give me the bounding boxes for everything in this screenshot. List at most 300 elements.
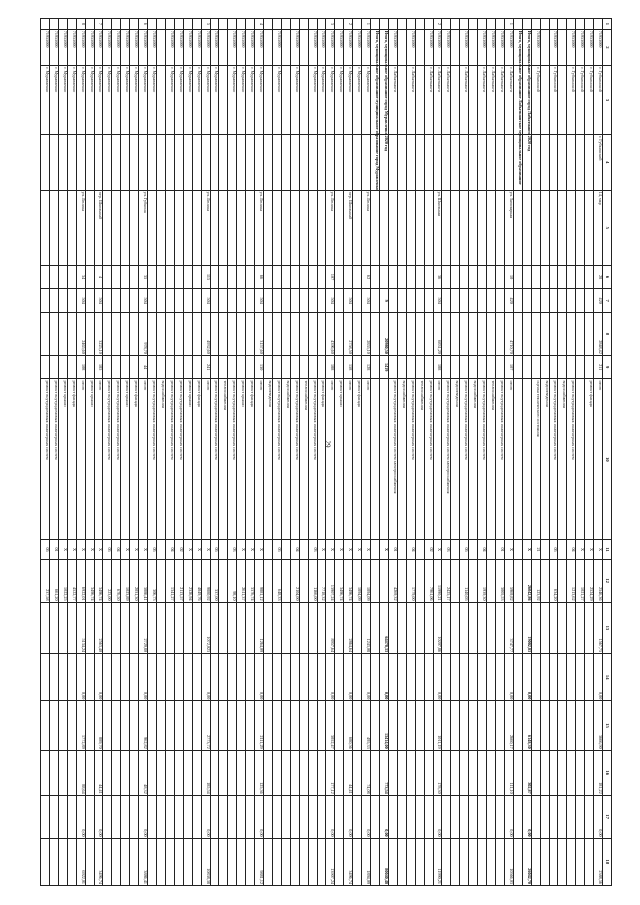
table-cell: Х: [576, 540, 585, 559]
column-number: 6: [603, 265, 612, 289]
table-cell: 1567,75: [594, 602, 603, 654]
table-cell: [121, 190, 130, 265]
table-cell: [58, 355, 67, 379]
table-cell: [281, 190, 290, 265]
table-cell: [148, 265, 157, 289]
table-cell: [317, 602, 326, 654]
table-cell: [148, 355, 157, 379]
table-cell: [121, 19, 130, 30]
table-cell: [174, 134, 183, 190]
table-row: [272, 19, 281, 886]
table-cell: итого: [594, 379, 603, 540]
table-cell: [317, 265, 326, 289]
table-cell: [460, 654, 469, 701]
table-cell: [496, 654, 505, 701]
table-cell: г. Лабытнанги: [496, 66, 505, 135]
table-cell: [353, 838, 362, 885]
table-cell: [210, 838, 219, 885]
table-cell: [567, 602, 576, 654]
table-cell: [255, 134, 264, 190]
table-cell: [299, 312, 308, 355]
table-cell: [41, 795, 50, 838]
table-cell: [415, 838, 424, 885]
table-cell: [442, 654, 451, 701]
table-cell: [290, 289, 299, 313]
table-cell: [540, 795, 549, 838]
table-cell: [67, 265, 76, 289]
table-cell: 71953000: [487, 29, 496, 65]
table-cell: [335, 190, 344, 265]
table-cell: [299, 838, 308, 885]
table-cell: 02: [424, 540, 433, 559]
table-cell: [308, 190, 317, 265]
subtotal-row: [371, 19, 380, 886]
table-cell: [371, 265, 380, 289]
table-cell: [531, 750, 540, 795]
table-cell: [496, 289, 505, 313]
table-cell: [513, 265, 522, 289]
table-cell: [353, 134, 362, 190]
table-cell: [85, 838, 94, 885]
table-cell: 7718,32: [317, 559, 326, 602]
table-row: [576, 19, 585, 886]
table-cell: водоотведения: [264, 379, 273, 540]
table-cell: [130, 602, 139, 654]
table-cell: 6: [139, 19, 148, 30]
table-cell: [424, 654, 433, 701]
table-cell: [76, 134, 85, 190]
table-cell: [335, 795, 344, 838]
table-cell: [576, 795, 585, 838]
table-cell: [585, 289, 594, 313]
table-cell: [487, 355, 496, 379]
table-cell: 26042,70: [522, 838, 531, 885]
table-cell: [415, 355, 424, 379]
table-cell: 8957,64: [326, 602, 335, 654]
table-cell: [469, 355, 478, 379]
table-cell: [478, 654, 487, 701]
table-cell: [388, 795, 397, 838]
table-cell: [165, 701, 174, 750]
table-cell: 03: [228, 540, 237, 559]
table-cell: [424, 701, 433, 750]
table-cell: г. Муравленко: [308, 66, 317, 135]
table-cell: [148, 750, 157, 795]
table-cell: г. Муравленко: [148, 66, 157, 135]
table-cell: Х: [522, 540, 531, 559]
table-cell: [540, 540, 549, 559]
table-row: [85, 19, 94, 886]
table-cell: теплоснабжения: [415, 379, 424, 540]
table-cell: ремонт внутридомовых инженерных систем: [148, 379, 157, 540]
table-cell: [112, 19, 121, 30]
table-cell: 71953000: [460, 29, 469, 65]
table-row: [317, 19, 326, 886]
table-cell: г. Муравленко: [85, 66, 94, 135]
table-row: [183, 19, 192, 886]
table-cell: [165, 602, 174, 654]
table-cell: [415, 750, 424, 795]
table-cell: [41, 265, 50, 289]
table-cell: ремонт фасада: [130, 379, 139, 540]
subtotal-row: [522, 19, 531, 886]
repair-program-table: [40, 18, 612, 886]
table-cell: [406, 134, 415, 190]
table-cell: г. Муравленко: [103, 66, 112, 135]
table-cell: [85, 602, 94, 654]
table-cell: [478, 838, 487, 885]
table-cell: [496, 838, 505, 885]
table-row: [139, 19, 148, 886]
table-cell: [487, 312, 496, 355]
table-cell: [165, 312, 174, 355]
table-cell: [576, 654, 585, 701]
table-cell: 04: [165, 540, 174, 559]
table-cell: 306,73: [148, 559, 157, 602]
table-cell: [290, 19, 299, 30]
column-number-row: [603, 19, 612, 886]
table-cell: [237, 312, 246, 355]
table-cell: г. Лабытнанги: [460, 66, 469, 135]
table-cell: 05: [272, 540, 281, 559]
table-cell: [281, 29, 290, 65]
table-cell: [388, 190, 397, 265]
table-cell: [281, 312, 290, 355]
table-cell: [210, 795, 219, 838]
table-cell: ремонт внутридомовых инженерных систем: [272, 379, 281, 540]
table-cell: [558, 838, 567, 885]
table-cell: 115: [201, 265, 210, 289]
table-cell: 1: [504, 19, 513, 30]
table-cell: [174, 701, 183, 750]
table-cell: [228, 190, 237, 265]
table-cell: 5134,24: [76, 602, 85, 654]
table-cell: [567, 838, 576, 885]
table-cell: 4932,60: [201, 312, 210, 355]
table-cell: [237, 750, 246, 795]
table-cell: [85, 134, 94, 190]
table-cell: [85, 312, 94, 355]
table-row: [281, 19, 290, 886]
table-cell: 04: [567, 540, 576, 559]
table-cell: [290, 355, 299, 379]
table-cell: [237, 265, 246, 289]
table-cell: [237, 795, 246, 838]
table-cell: [424, 312, 433, 355]
table-cell: 1264,09: [255, 602, 264, 654]
table-cell: [281, 355, 290, 379]
table-cell: [487, 540, 496, 559]
table-cell: [576, 134, 585, 190]
table-cell: 71953000: [496, 29, 505, 65]
table-cell: [353, 602, 362, 654]
table-cell: [567, 134, 576, 190]
table-cell: Итого, муниципальное образование город Муравленко 2020 год: [380, 29, 389, 65]
table-cell: [219, 602, 228, 654]
table-cell: г. Муравленко: [326, 66, 335, 135]
table-cell: [513, 559, 522, 602]
table-row: [76, 19, 85, 886]
table-cell: 71955000: [210, 29, 219, 65]
table-cell: [165, 355, 174, 379]
table-cell: [165, 654, 174, 701]
table-cell: [174, 795, 183, 838]
table-cell: [335, 19, 344, 30]
table-cell: 107: [504, 355, 513, 379]
table-row: [308, 19, 317, 886]
table-cell: [540, 602, 549, 654]
table-cell: г. Губкинский: [585, 66, 594, 135]
table-cell: [549, 134, 558, 190]
table-cell: [272, 355, 281, 379]
table-row: [406, 19, 415, 886]
table-cell: [210, 602, 219, 654]
table-cell: [130, 265, 139, 289]
table-cell: итого: [344, 379, 353, 540]
table-cell: 9: [380, 289, 389, 313]
table-cell: 302,87: [522, 750, 531, 795]
table-cell: [469, 312, 478, 355]
table-cell: 3376,74: [246, 559, 255, 602]
table-cell: [576, 265, 585, 289]
table-cell: [558, 66, 567, 135]
table-cell: [272, 701, 281, 750]
table-cell: [192, 265, 201, 289]
table-cell: [513, 654, 522, 701]
table-cell: 4396,60: [326, 312, 335, 355]
table-cell: 0,00: [139, 654, 148, 701]
table-cell: итого: [255, 379, 264, 540]
table-cell: [264, 29, 273, 65]
table-cell: [121, 355, 130, 379]
table-cell: [380, 19, 389, 30]
table-cell: [397, 559, 406, 602]
table-cell: [219, 838, 228, 885]
table-cell: [281, 602, 290, 654]
table-cell: [237, 701, 246, 750]
table-cell: [487, 19, 496, 30]
table-cell: [272, 750, 281, 795]
table-cell: 2546,36: [594, 559, 603, 602]
table-cell: 8: [76, 19, 85, 30]
table-cell: итого: [433, 379, 442, 540]
table-cell: [522, 190, 531, 265]
table-cell: [469, 190, 478, 265]
table-cell: [397, 602, 406, 654]
table-cell: [424, 750, 433, 795]
table-cell: Х: [85, 540, 94, 559]
table-cell: 188: [433, 355, 442, 379]
table-cell: 1021,27: [576, 559, 585, 602]
table-cell: [558, 750, 567, 795]
table-cell: [290, 265, 299, 289]
table-cell: 71955000: [41, 29, 50, 65]
table-cell: [415, 190, 424, 265]
column-number: 17: [603, 795, 612, 838]
table-cell: г. Муравленко: [228, 66, 237, 135]
table-cell: 661,20: [49, 559, 58, 602]
table-cell: [549, 838, 558, 885]
rotated-table-container: [40, 18, 612, 886]
table-cell: г. Муравленко: [121, 66, 130, 135]
table-cell: ремонт внутридомовых инженерных систем: [41, 379, 50, 540]
table-cell: 71955000: [58, 29, 67, 65]
table-cell: 0,00: [255, 795, 264, 838]
table-cell: 0,00: [344, 795, 353, 838]
table-cell: 71955000: [228, 29, 237, 65]
table-cell: [67, 750, 76, 795]
table-cell: [130, 134, 139, 190]
table-cell: [165, 265, 174, 289]
table-cell: [290, 838, 299, 885]
table-cell: [112, 312, 121, 355]
table-cell: [594, 19, 603, 30]
table-cell: [58, 654, 67, 701]
table-cell: [513, 190, 522, 265]
table-cell: 3496,74: [94, 559, 103, 602]
table-cell: 504: [344, 289, 353, 313]
table-cell: г. Муравленко: [272, 66, 281, 135]
table-cell: [103, 355, 112, 379]
table-cell: [264, 559, 273, 602]
table-cell: ремонт внутридомовых инженерных систем электроснабжения: [388, 379, 397, 540]
table-cell: 05: [41, 540, 50, 559]
table-cell: [41, 602, 50, 654]
table-cell: теплоснабжения: [487, 379, 496, 540]
table-cell: 680,56: [344, 701, 353, 750]
table-cell: [397, 750, 406, 795]
table-cell: [192, 654, 201, 701]
table-cell: итого: [94, 379, 103, 540]
table-cell: [290, 750, 299, 795]
table-cell: г. Муравленко: [362, 66, 371, 135]
table-cell: [540, 312, 549, 355]
table-cell: [567, 701, 576, 750]
table-cell: [478, 19, 487, 30]
table-cell: 71955000: [94, 29, 103, 65]
table-cell: [496, 134, 505, 190]
table-cell: г. Муравленко: [41, 66, 50, 135]
table-cell: [496, 750, 505, 795]
table-cell: 05: [148, 540, 157, 559]
table-cell: 676,50: [112, 559, 121, 602]
table-cell: ремонт внутридомовых инженерных систем: [228, 379, 237, 540]
table-cell: [192, 602, 201, 654]
table-cell: [219, 559, 228, 602]
table-cell: [531, 838, 540, 885]
table-cell: [192, 795, 201, 838]
table-cell: 1894,09: [362, 559, 371, 602]
table-cell: ремонт фасада: [192, 379, 201, 540]
table-cell: [406, 795, 415, 838]
table-cell: [201, 134, 210, 190]
table-cell: [415, 540, 424, 559]
table-cell: [380, 379, 389, 540]
table-cell: [397, 312, 406, 355]
table-cell: ремонт внутридомовых инженерных систем: [308, 379, 317, 540]
table-cell: [353, 312, 362, 355]
table-cell: [540, 355, 549, 379]
table-cell: [487, 602, 496, 654]
table-cell: г. Лабытнанги: [433, 66, 442, 135]
table-cell: [442, 795, 451, 838]
table-cell: [397, 190, 406, 265]
table-cell: г. Муравленко: [201, 66, 210, 135]
table-cell: 2: [344, 19, 353, 30]
table-cell: [228, 265, 237, 289]
table-cell: г. Губкинский: [594, 134, 603, 190]
page-number: 29: [323, 440, 332, 448]
table-cell: [487, 795, 496, 838]
table-cell: 962,82: [139, 701, 148, 750]
table-cell: 71955000: [344, 29, 353, 65]
table-cell: 2111,29: [255, 701, 264, 750]
table-cell: Итого, муниципальное образование город Лабытнанги 2020 год: [522, 29, 531, 65]
table-cell: [210, 355, 219, 379]
table-cell: 02: [174, 540, 183, 559]
table-cell: 44,41: [94, 750, 103, 795]
table-row: [58, 19, 67, 886]
table-cell: [41, 355, 50, 379]
table-cell: [299, 19, 308, 30]
table-cell: водоснабжения: [469, 379, 478, 540]
table-cell: 71955000: [183, 29, 192, 65]
table-cell: итого: [139, 379, 148, 540]
table-cell: 6831,20: [433, 312, 442, 355]
table-cell: [397, 134, 406, 190]
table-cell: [335, 289, 344, 313]
table-cell: 03: [308, 540, 317, 559]
table-cell: [415, 29, 424, 65]
table-cell: 71953000: [442, 29, 451, 65]
table-cell: 71955000: [246, 29, 255, 65]
table-cell: итого: [362, 379, 371, 540]
table-cell: [540, 19, 549, 30]
table-cell: 3666,90: [594, 701, 603, 750]
table-cell: водоснабжения: [558, 379, 567, 540]
table-cell: 26042,86: [522, 559, 531, 602]
table-row: [585, 19, 594, 886]
table-cell: [174, 289, 183, 313]
column-number: 3: [603, 66, 612, 135]
table-cell: 4849,76: [192, 559, 201, 602]
table-row: [112, 19, 121, 886]
table-cell: [531, 190, 540, 265]
table-cell: [103, 795, 112, 838]
table-cell: [49, 701, 58, 750]
table-cell: [513, 750, 522, 795]
table-cell: [442, 19, 451, 30]
table-cell: 01: [49, 540, 58, 559]
table-cell: 71955000: [192, 29, 201, 65]
table-cell: г. Муравленко: [76, 66, 85, 135]
table-cell: [41, 838, 50, 885]
table-cell: 71955000: [165, 29, 174, 65]
table-cell: [353, 701, 362, 750]
table-cell: [540, 29, 549, 65]
table-cell: [576, 19, 585, 30]
table-cell: 71955000: [237, 29, 246, 65]
table-cell: Х: [433, 540, 442, 559]
table-cell: [264, 190, 273, 265]
table-cell: 03: [442, 540, 451, 559]
table-cell: [130, 795, 139, 838]
table-cell: [183, 602, 192, 654]
table-cell: [219, 289, 228, 313]
table-cell: [308, 750, 317, 795]
table-cell: [49, 750, 58, 795]
table-cell: [272, 602, 281, 654]
